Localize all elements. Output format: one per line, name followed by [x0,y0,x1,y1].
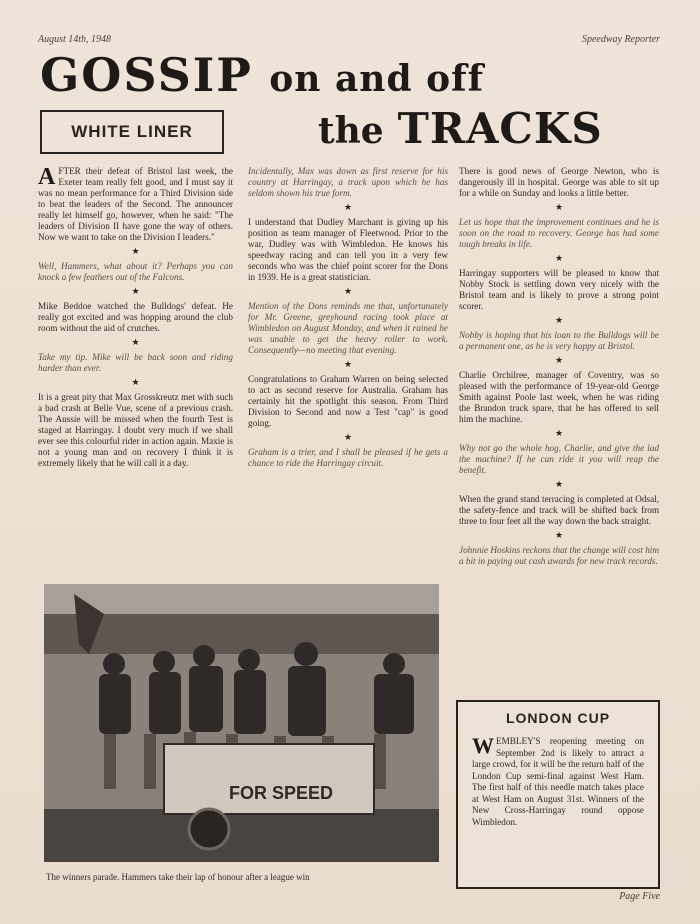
star-separator: ★ [131,377,140,387]
page-number: Page Five [619,891,660,902]
headline-word-the: the [318,110,384,152]
star-separator: ★ [343,202,353,212]
paragraph: Charlie Orchilree, manager of Coventry, was so pleased with the performance of 19-year-old George Smith against Poole last week, when he was riding the Brandon track spare, that he has offered to sell him the machine. [459,370,659,424]
paragraph: When the grand stand terracing is completed at Odsal, the safety-fence and track will be shifted back from three to four feet all the way down the back straight. [459,494,659,526]
star-separator: ★ [554,202,564,212]
paragraph: I understand that Dudley Marchant is giving up his position as team manager of Fleetwood. Prior to the war, Dudley was with Wimbledon. He knows his speedway racing and can tell you in a very few seconds who was the chief point scorer for the Dons in 1939. He is a great statistician. [248,217,448,282]
star-separator: ★ [131,246,140,256]
star-separator: ★ [131,286,140,296]
paragraph: It is a great pity that Max Grosskreutz met with such a bad crash at Belle Vue, scene of a previous crash. The Aussie will be missed when the fourth Test is staged at Harringay. I doubt very much if we shall ever see this colourful rider in action again. Maxie is not a young man and on recovery I think it is extremely likely that he will call it a day. [38,392,233,468]
paragraph: Mike Beddoe watched the Bulldogs' defeat. He really got excited and was hopping around the club room without the aid of crutches. [38,301,233,333]
article-column-1 [38,166,233,471]
paragraph: Congratulations to Graham Warren on being selected to act as second reserve for Australia. Graham has certainly hit the spotlight this season. From Third Division to Second and now a Test "cap" is good going. [248,374,448,428]
sign-text: FOR SPEED [229,783,334,803]
star-separator: ★ [554,479,564,489]
paragraph: Harringay supporters will be pleased to know that Nobby Stock is settling down very nicely with the Bristol team and is likely to prove a strong point scorer. [459,268,659,311]
byline-box: WHITE LINER [40,110,224,154]
paragraph: Nobby is hoping that his loan to the Bulldogs will be a permanent one, as he is very happy at Bristol. [459,330,659,351]
london-cup-body: EMBLEY'S reopening meeting on September 2nd is likely to attract a large crowd, for it will be the return half of the London Cup semi-final against West Ham. The first half of this needle match takes place at West Ham on August 31st. Winners of the New Cross-Harringay round oppose Wimbledon. [472,736,644,827]
drop-cap: A [38,164,56,190]
paragraph: Take my tip. Mike will be back soon and riding harder than ever. [38,352,233,373]
paragraph: Let us hope that the improvement continues and he is soon on the road to recovery. George has had some tough breaks in life. [459,217,659,249]
headline-word-gossip: GOSSIP [40,48,253,102]
headline-line-2 [318,104,603,153]
paragraph: Well, Hammers, what about it? Perhaps you can knock a few feathers out of the Falcons. [38,261,233,282]
headline-word-tracks: TRACKS [397,104,603,153]
star-separator: ★ [554,315,564,325]
star-separator: ★ [554,253,564,263]
publication-name: Speedway Reporter [581,34,660,45]
paragraph-text: FTER their defeat of Bristol last week, the Exeter team really felt good, and I must say it was no mean performance for a Third Division side to beat the leaders of the Second. The announcer really let himself go, however, when he said: "The leaders of Division II have gone the way of others. Now we want to take on the Division I leaders." [38,166,233,242]
london-cup-text [472,733,644,828]
london-cup-box [456,700,660,889]
star-separator: ★ [554,530,564,540]
article-column-3 [459,166,659,569]
headline-line-1 [40,48,484,102]
team-parade-photo [44,584,439,862]
paragraph [38,166,233,243]
paragraph: Incidentally, Max was down as first reserve for his country at Harringay, a track upon which he has seldom shown his true form. [248,166,448,198]
paragraph: Why not go the whole hog, Charlie, and give the lad the machine? If he can ride it you will reap the benefit. [459,443,659,475]
star-separator: ★ [343,359,353,369]
photo-illustration [44,584,439,862]
paragraph: Graham is a trier, and I shall be pleased if he gets a chance to ride the Harringay circuit. [248,447,448,468]
star-separator: ★ [554,428,564,438]
drop-cap: W [472,733,494,758]
paragraph: There is good news of George Newton, who is dangerously ill in hospital. George was able to sit up for a while on Sunday and looks a little better. [459,166,659,198]
paragraph: Johnnie Hoskins reckons that the change will cost him a bit in paying out cash awards for new track records. [459,545,659,566]
star-separator: ★ [554,355,564,365]
headline-word-on-and-off: on and off [269,58,485,100]
star-separator: ★ [343,432,353,442]
star-separator: ★ [131,337,140,347]
paragraph: Mention of the Dons reminds me that, unfortunately for Mr. Greene, greyhound racing took place at Wimbledon on August Monday, and when it rained he was unable to get the heavy roller to work. Consequently—no meeting that evening. [248,301,448,355]
article-column-2 [248,166,448,471]
london-cup-title: LONDON CUP [505,710,611,726]
issue-date: August 14th, 1948 [38,34,112,45]
photo-caption: The winners parade. Hammers take their lap of honour after a league win [46,872,310,882]
star-separator: ★ [343,286,353,296]
